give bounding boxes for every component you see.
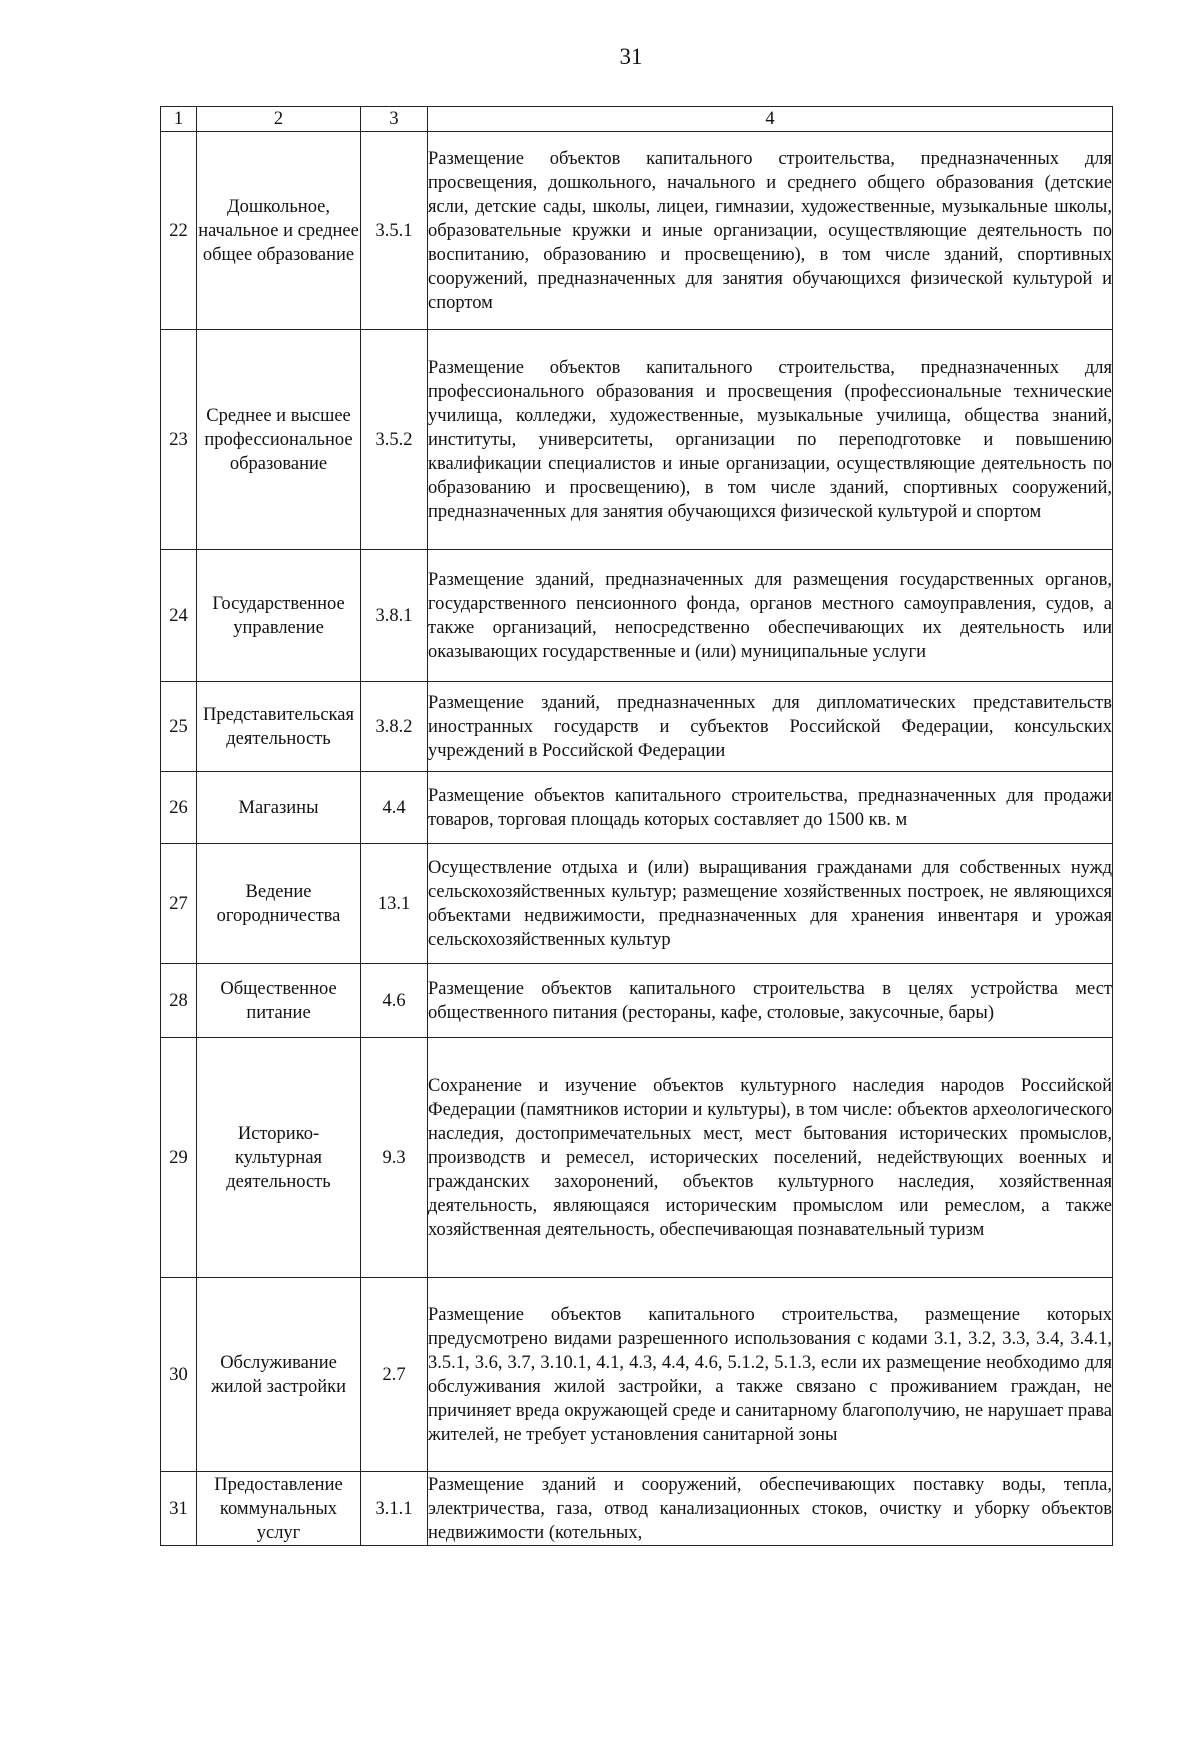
row-number: 27 [161,844,197,964]
use-type-name: Среднее и высшее профессиональное образование [197,330,361,550]
use-type-name: Магазины [197,772,361,844]
row-number: 29 [161,1038,197,1278]
use-type-description: Размещение зданий и сооружений, обеспечивающих поставку воды, тепла, электричества, газа, отвод канализационных стоков, очистку и уборку объектов недвижимости (котельных, [428,1472,1113,1546]
table-row [161,682,1113,772]
use-type-name: Ведение огородничества [197,844,361,964]
use-type-name: Предоставление коммунальных услуг [197,1472,361,1546]
row-number: 31 [161,1472,197,1546]
use-type-code: 2.7 [361,1278,428,1472]
use-type-name: Дошкольное, начальное и среднее общее образование [197,132,361,330]
use-type-description: Размещение объектов капитального строительства, предназначенных для просвещения, дошкольного, начального и среднего общего образования (детские ясли, детские сады, школы, лицеи, гимназии, художественные, музыкальные школы, образовательные кружки и иные организации, осуществляющие деятельность по воспитанию, образованию и просвещению), в том числе зданий, спортивных сооружений, предназначенных для занятия обучающихся физической культурой и спортом [428,132,1113,330]
table-row [161,964,1113,1038]
use-type-code: 9.3 [361,1038,428,1278]
use-type-code: 4.4 [361,772,428,844]
land-use-table [160,106,1113,1546]
row-number: 25 [161,682,197,772]
row-number: 22 [161,132,197,330]
use-type-description: Размещение объектов капитального строительства в целях устройства мест общественного питания (рестораны, кафе, столовые, закусочные, бары) [428,964,1113,1038]
use-type-description: Размещение зданий, предназначенных для размещения государственных органов, государственного пенсионного фонда, органов местного самоуправления, судов, а также организаций, непосредственно обеспечивающих их деятельность или оказывающих государственные и (или) муниципальные услуги [428,550,1113,682]
column-header-3: 3 [361,107,428,132]
row-number: 24 [161,550,197,682]
use-type-code: 3.8.1 [361,550,428,682]
use-type-name: Общественное питание [197,964,361,1038]
row-number: 26 [161,772,197,844]
table-row [161,132,1113,330]
use-type-code: 3.5.1 [361,132,428,330]
table-row [161,1278,1113,1472]
row-number: 28 [161,964,197,1038]
use-type-code: 13.1 [361,844,428,964]
use-type-code: 4.6 [361,964,428,1038]
use-type-code: 3.8.2 [361,682,428,772]
column-header-4: 4 [428,107,1113,132]
table-row [161,550,1113,682]
table-row [161,844,1113,964]
column-header-2: 2 [197,107,361,132]
use-type-description: Размещение объектов капитального строительства, предназначенных для продажи товаров, торговая площадь которых составляет до 1500 кв. м [428,772,1113,844]
row-number: 23 [161,330,197,550]
use-type-description: Сохранение и изучение объектов культурного наследия народов Российской Федерации (памятников истории и культуры), в том числе: объектов археологического наследия, достопримечательных мест, мест бытования исторических промыслов, производств и ремесел, исторических поселений, недействующих военных и гражданских захоронений, объектов культурного наследия, хозяйственная деятельность, являющаяся историческим промыслом или ремеслом, а также хозяйственная деятельность, обеспечивающая познавательный туризм [428,1038,1113,1278]
table-row [161,1472,1113,1546]
use-type-code: 3.5.2 [361,330,428,550]
table-header-row [161,107,1113,132]
use-type-description: Размещение объектов капитального строительства, предназначенных для профессионального образования и просвещения (профессиональные технические училища, колледжи, художественные, музыкальные училища, общества знаний, институты, университеты, организации по переподготовке и повышению квалификации специалистов и иные организации, осуществляющие деятельность по образованию и просвещению), в том числе зданий, спортивных сооружений, предназначенных для занятия обучающихся физической культурой и спортом [428,330,1113,550]
use-type-name: Представительская деятельность [197,682,361,772]
use-type-code: 3.1.1 [361,1472,428,1546]
use-type-name: Историко-культурная деятельность [197,1038,361,1278]
table-row [161,330,1113,550]
row-number: 30 [161,1278,197,1472]
table-row [161,1038,1113,1278]
column-header-1: 1 [161,107,197,132]
use-type-description: Размещение зданий, предназначенных для дипломатических представительств иностранных государств и субъектов Российской Федерации, консульских учреждений в Российской Федерации [428,682,1113,772]
page-number: 31 [619,44,643,69]
use-type-name: Обслуживание жилой застройки [197,1278,361,1472]
use-type-name: Государственное управление [197,550,361,682]
use-type-description: Размещение объектов капитального строительства, размещение которых предусмотрено видами разрешенного использования с кодами 3.1, 3.2, 3.3, 3.4, 3.4.1, 3.5.1, 3.6, 3.7, 3.10.1, 4.1, 4.3, 4.4, 4.6, 5.1.2, 5.1.3, если их размещение необходимо для обслуживания жилой застройки, а также связано с проживанием граждан, не причиняет вреда окружающей среде и санитарному благополучию, не нарушает права жителей, не требует установления санитарной зоны [428,1278,1113,1472]
use-type-description: Осуществление отдыха и (или) выращивания гражданами для собственных нужд сельскохозяйственных культур; размещение хозяйственных построек, не являющихся объектами недвижимости, предназначенных для хранения инвентаря и урожая сельскохозяйственных культур [428,844,1113,964]
table-row [161,772,1113,844]
